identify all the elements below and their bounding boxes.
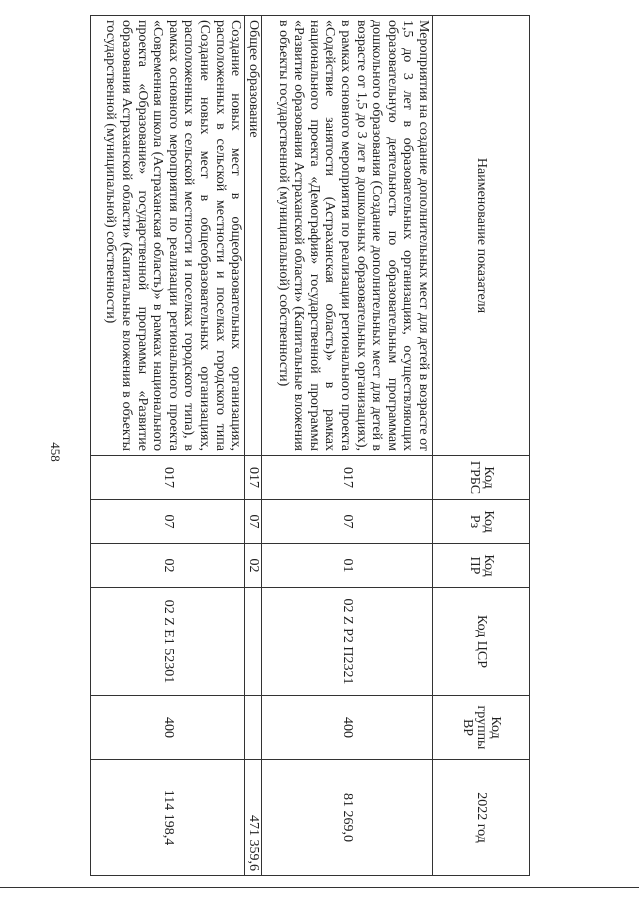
budget-table [90, 15, 530, 876]
rotated-table-container [90, 15, 530, 875]
row-rz: 07 [262, 500, 433, 544]
table-row [262, 16, 433, 876]
header-grbs: Код ГРБС [433, 456, 530, 500]
table-row [91, 16, 245, 876]
row-csr: 02 Z P2 П2321 [262, 588, 433, 696]
row-value: 471 359,6 [245, 760, 262, 876]
page-number: 458 [48, 442, 63, 462]
header-csr: Код ЦСР [433, 588, 530, 696]
row-rz: 07 [91, 500, 245, 544]
header-2022: 2022 год [433, 760, 530, 876]
row-grbs: 017 [91, 456, 245, 500]
row-rz: 07 [245, 500, 262, 544]
row-pr: 02 [245, 544, 262, 588]
header-pr: Код ПР [433, 544, 530, 588]
header-rz: Код Рз [433, 500, 530, 544]
row-name: Общее образование [245, 16, 262, 456]
row-grbs: 017 [245, 456, 262, 500]
row-pr: 02 [91, 544, 245, 588]
header-row [433, 16, 530, 876]
row-pr: 01 [262, 544, 433, 588]
row-csr: 02 Z E1 52301 [91, 588, 245, 696]
row-value: 81 269,0 [262, 760, 433, 876]
table-row [245, 16, 262, 876]
row-vr [245, 696, 262, 760]
row-name: Мероприятия на создание дополнительных мест для детей в возрасте от 1,5 до 3 лет в образовательных организациях, осуществляющих образовательную деятельность по образовательным программам дошкольного образования (Создание дополнительных мест для детей в возрасте от 1,5 до 3 лет в дошкольных образовательных организациях), в рамках основного мероприятия по реализации регионального проекта «Содействие занятости (Астраханская область)» в рамках национального проекта «Демография» государственной программы «Развитие образования Астраханской области» (Капитальные вложения в объекты государственной (муниципальной) собственности) [262, 16, 433, 456]
bottom-rule [0, 887, 639, 888]
row-value: 114 198,4 [91, 760, 245, 876]
row-csr [245, 588, 262, 696]
row-name: Создание новых мест в общеобразовательных организациях, расположенных в сельской местности и поселках городского типа (Создание новых мест в общеобразовательных организациях, расположенных в сельской местности и поселках городского типа), в рамках основного мероприятия по реализации регионального проекта «Современная школа (Астраханская область)» в рамках национального проекта «Образование» государственной программы «Развитие образования Астраханской области» (Капитальные вложения в объекты государственной (муниципальной) собственности) [91, 16, 245, 456]
row-vr: 400 [91, 696, 245, 760]
row-grbs: 017 [262, 456, 433, 500]
header-vr: Код группы ВР [433, 696, 530, 760]
row-vr: 400 [262, 696, 433, 760]
header-name: Наименование показателя [433, 16, 530, 456]
